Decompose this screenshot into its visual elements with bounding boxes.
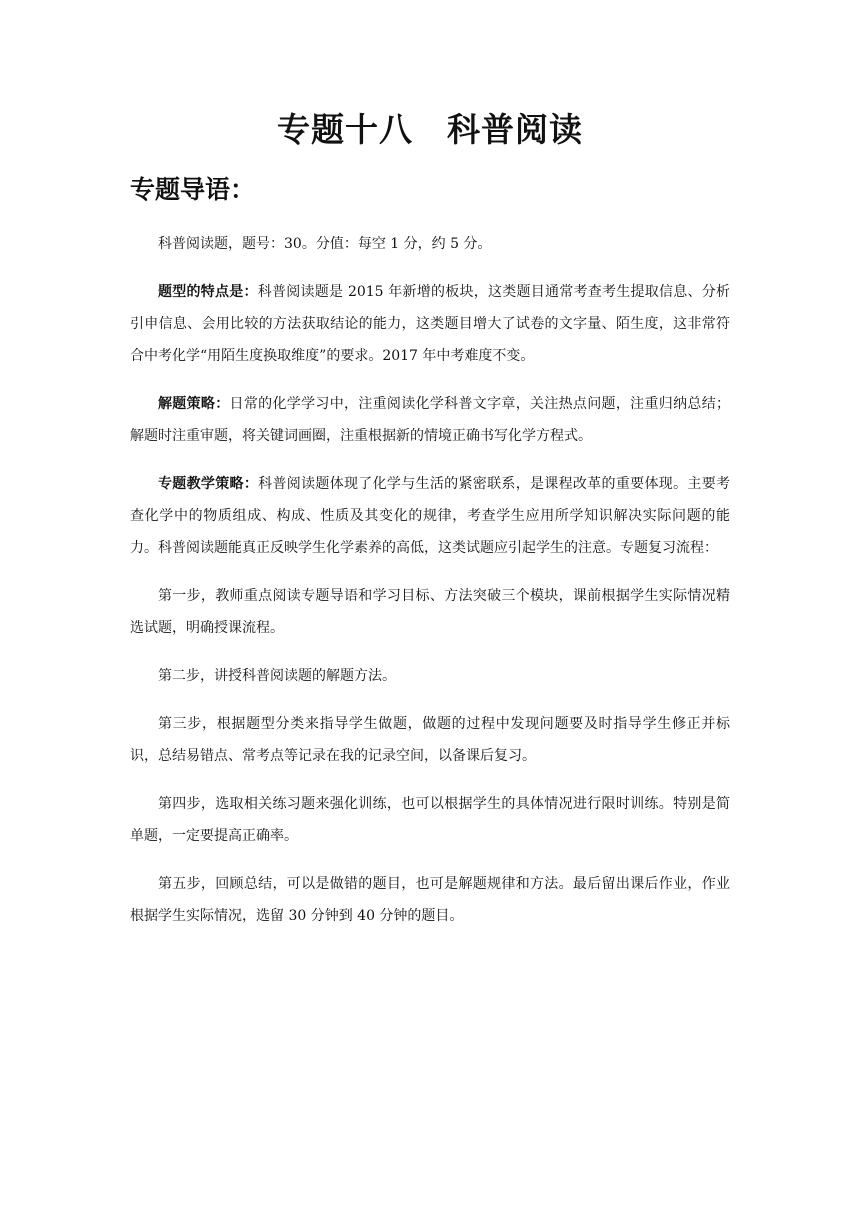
paragraph-step-3 (130, 708, 730, 772)
paragraph-text: 第一步，教师重点阅读专题导语和学习目标、方法突破三个模块，课前根据学生实际情况精选试题，明确授课流程。 (130, 588, 730, 636)
page-title: 专题十八 科普阅读 (277, 110, 583, 149)
paragraph-label: 题型的特点是： (158, 284, 258, 300)
paragraph-question-features (130, 276, 730, 372)
paragraph-step-2 (130, 660, 730, 692)
paragraph-text: 第四步，选取相关练习题来强化训练，也可以根据学生的具体情况进行限时训练。特别是简单题，一定要提高正确率。 (130, 796, 730, 844)
paragraph-text: 第五步，回顾总结，可以是做错的题目，也可是解题规律和方法。最后留出课后作业，作业根据学生实际情况，选留 30 分钟到 40 分钟的题目。 (130, 876, 730, 924)
paragraph-text: 科普阅读题，题号：30。分值：每空 1 分，约 5 分。 (158, 236, 492, 252)
paragraph-label: 解题策略： (158, 396, 230, 412)
paragraph-text: 科普阅读题体现了化学与生活的紧密联系，是课程改革的重要体现。主要考查化学中的物质组成、构成、性质及其变化的规律，考查学生应用所学知识解决实际问题的能力。科普阅读题能真正反映学生化学素养的高低，这类试题应引起学生的注意。专题复习流程： (130, 476, 731, 556)
paragraph-step-5 (130, 868, 730, 932)
paragraph-text: 科普阅读题是 2015 年新增的板块，这类题目通常考查考生提取信息、分析引申信息、会用比较的方法获取结论的能力，这类题目增大了试卷的文字量、陌生度，这非常符合中考化学“用陌生度换取维度”的要求。2017 年中考难度不变。 (130, 284, 731, 364)
paragraph-solving-strategy (130, 388, 730, 452)
paragraph-score-info (130, 228, 730, 260)
paragraph-step-4 (130, 788, 730, 852)
paragraph-teaching-strategy (130, 468, 730, 564)
paragraph-label: 专题教学策略： (158, 476, 259, 492)
paragraph-text: 第三步，根据题型分类来指导学生做题，做题的过程中发现问题要及时指导学生修正并标识，总结易错点、常考点等记录在我的记录空间，以备课后复习。 (130, 716, 730, 764)
document-body (130, 228, 730, 948)
paragraph-text: 日常的化学学习中，注重阅读化学科普文字章，关注热点问题，注重归纳总结；解题时注重审题，将关键词画圈，注重根据新的情境正确书写化学方程式。 (130, 396, 731, 444)
paragraph-text: 第二步，讲授科普阅读题的解题方法。 (158, 668, 396, 684)
section-heading: 专题导语： (130, 175, 256, 204)
paragraph-step-1 (130, 580, 730, 644)
